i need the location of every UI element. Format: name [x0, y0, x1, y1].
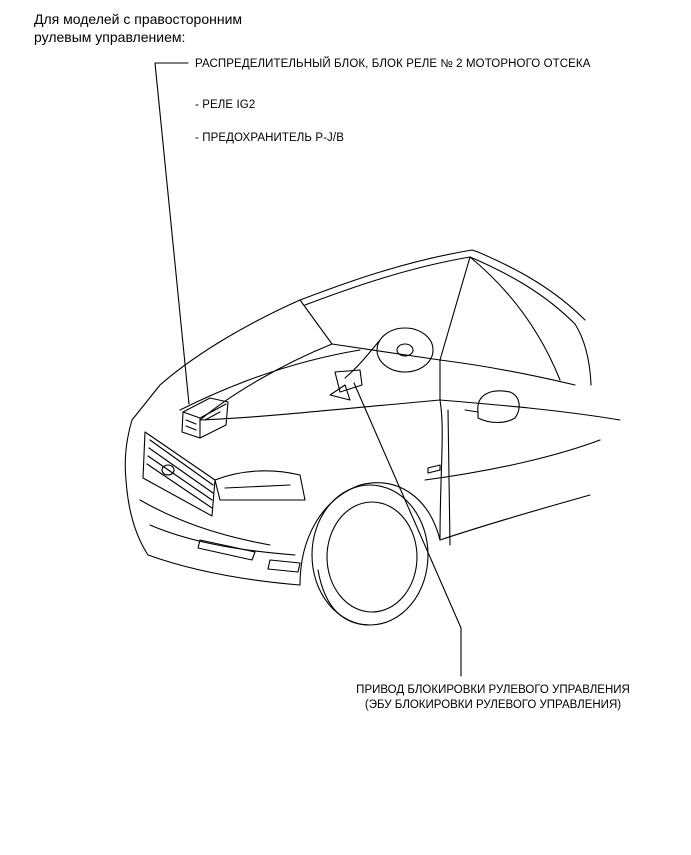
- callout-relay-ig2: - РЕЛЕ IG2: [195, 99, 256, 111]
- callout-relay-block: РАСПРЕДЕЛИТЕЛЬНЫЙ БЛОК, БЛОК РЕЛЕ № 2 МОТОРНОГО ОТСЕКА: [195, 58, 591, 70]
- leader-line-actuator: [354, 383, 461, 676]
- leader-line-relay-block: [155, 63, 189, 404]
- heading-line-1: Для моделей с правосторонним: [34, 11, 243, 27]
- steering-wheel: [330, 328, 433, 400]
- callout-actuator-line-1: ПРИВОД БЛОКИРОВКИ РУЛЕВОГО УПРАВЛЕНИЯ: [356, 684, 630, 696]
- front-wheel: [312, 485, 428, 625]
- callout-fuse-pjb: - ПРЕДОХРАНИТЕЛЬ P-J/B: [195, 132, 344, 144]
- callout-actuator-line-2: (ЭБУ БЛОКИРОВКИ РУЛЕВОГО УПРАВЛЕНИЯ): [364, 699, 622, 711]
- heading-line-2: рулевым управлением:: [34, 29, 186, 45]
